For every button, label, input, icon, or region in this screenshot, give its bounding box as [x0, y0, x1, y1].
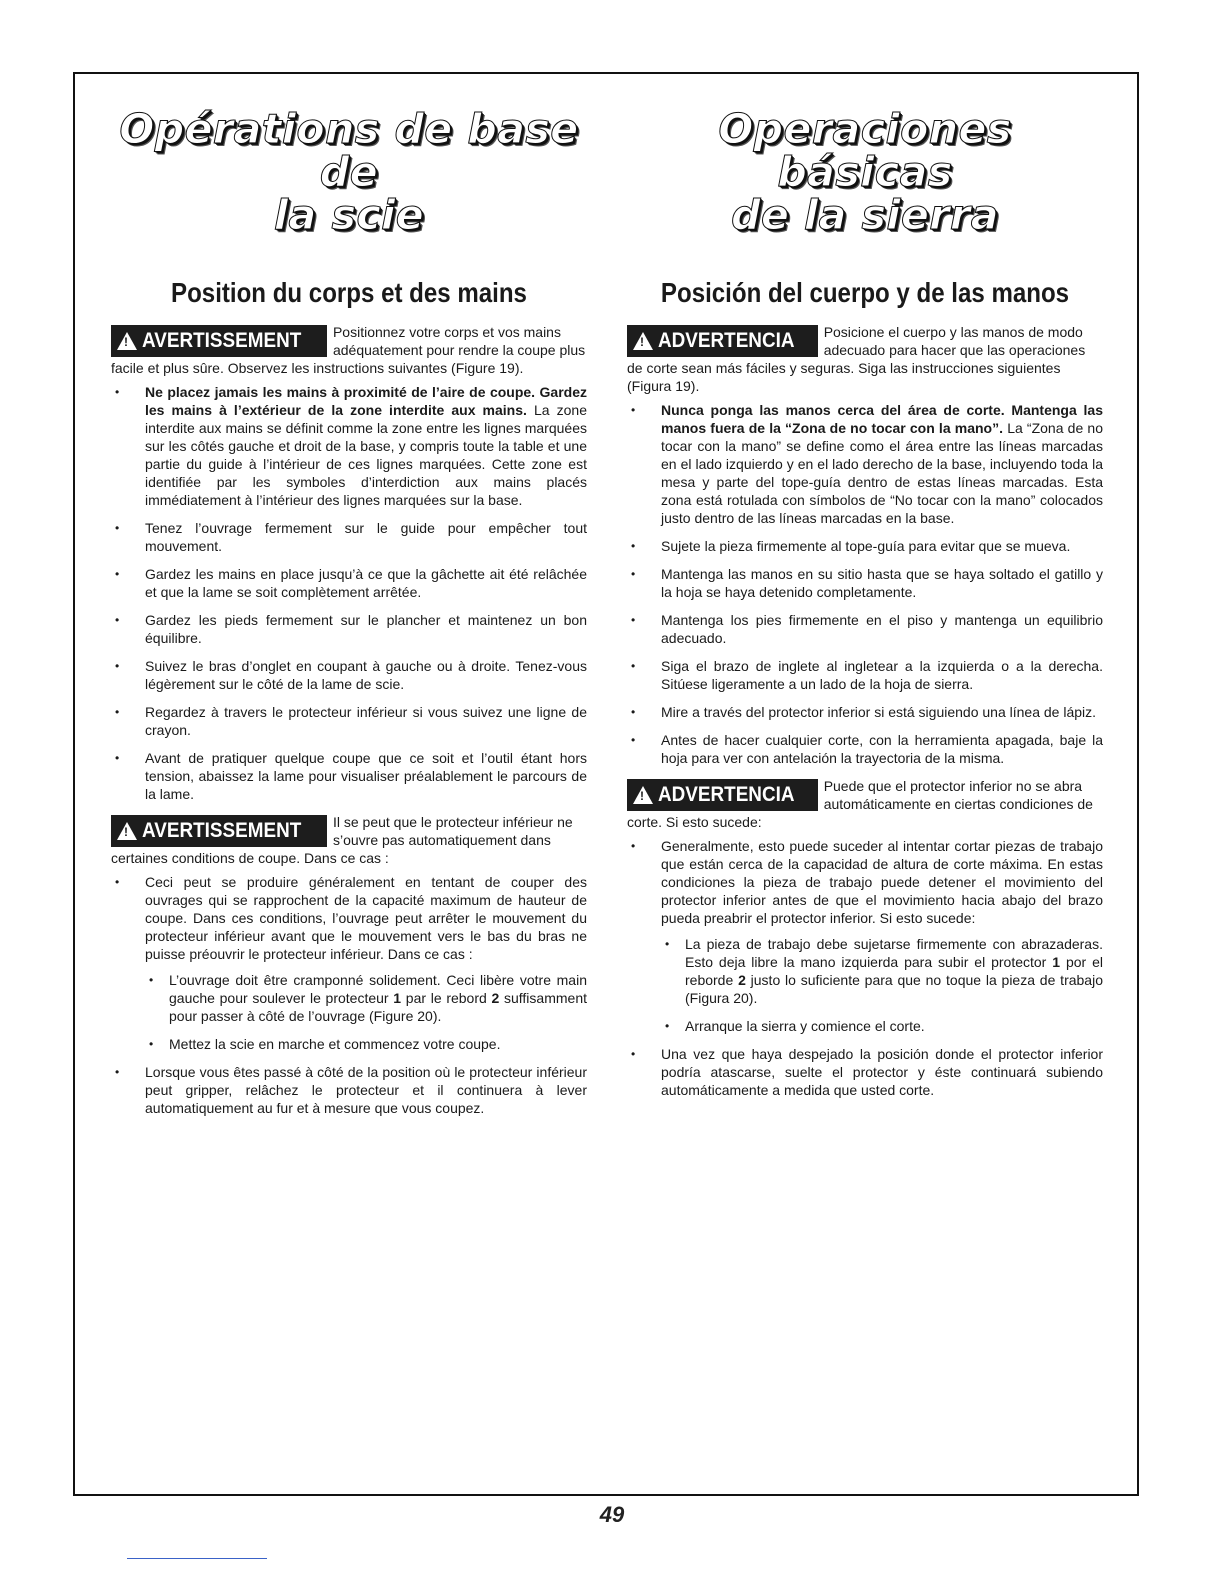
list-item: • Mantenga los pies firmemente en el piso y mantenga un equilibrio adecuado. — [627, 611, 1103, 647]
list-item: • Generalmente, esto puede suceder al intentar cortar piezas de trabajo que están cerca de la capacidad de altura de corte máxima. En estas condiciones la pieza de trabajo puede detener el movimiento del protector inferior antes de que el movimiento hacia abajo del brazo pueda preabrir el protector inferior. Si esto sucede: • La pieza de trabajo debe sujetarse firmemente con abrazaderas. Esto deja libre la mano izquierda para subir el protector 1 por el reborde 2 justo lo suficiente para que no toque la pieza de trabajo (Figura 20). • Arranque la sierra y comience el corte. — [627, 837, 1103, 1035]
list-item: • Gardez les mains en place jusqu’à ce que la gâchette ait été relâchée et que la lame se soit complètement arrêtée. — [111, 565, 587, 601]
list-item: • Mire a través del protector inferior si está siguiendo una línea de lápiz. — [627, 703, 1103, 721]
page-frame — [73, 72, 1139, 1496]
list-item: • Ne placez jamais les mains à proximité de l’aire de coupe. Gardez les mains à l’extérieur de la zone interdite aux mains. La zone interdite aux mains se définit comme la zone entre les lignes marquées sur les côtés gauche et droit de la base, y compris toute la table et une partie du guide à l’intérieur de ces lignes marquées. Cette zone est identifiée par les symboles d’interdiction aux mains placés immédiatement à l’intérieur des lignes marquées sur la base. — [111, 383, 587, 509]
warning-text: Puede que el protector inferior no se abra automáticamente en ciertas condiciones de corte. Si esto sucede: — [627, 778, 1093, 830]
warning-triangle-icon — [633, 786, 653, 804]
sub-list — [661, 935, 1103, 1035]
decorative-rule — [127, 1558, 267, 1559]
sub-list-item: • L’ouvrage doit être cramponné solidement. Ceci libère votre main gauche pour soulever le protecteur 1 par le rebord 2 suffisamment pour passer à côté de l’ouvrage (Figure 20). — [145, 971, 587, 1025]
french-main-title — [111, 105, 587, 239]
list-item: • Mantenga las manos en su sitio hasta que se haya soltado el gatillo y la hoja se haya detenido completamente. — [627, 565, 1103, 601]
list-item: • Tenez l’ouvrage fermement sur le guide pour empêcher tout mouvement. — [111, 519, 587, 555]
list-item: • Nunca ponga las manos cerca del área de corte. Mantenga las manos fuera de la “Zona de no tocar con la mano”. La “Zona de no tocar con la mano” se define como el área entre las líneas marcadas en el lado izquierdo y en el lado derecho de la base, incluyendo toda la mesa y parte del tope-guía dentro de estas líneas marcadas. Esta zona está rotulada con símbolos de “No tocar con la mano” colocados justo dentro de las líneas marcadas en la base. — [627, 401, 1103, 527]
list-item: • Ceci peut se produire généralement en tentant de couper des ouvrages qui se rapprochent de la capacité maximum de hauteur de coupe. Dans ces conditions, l’ouvrage peut arrêter le mouvement du protecteur inférieur avant que le mouvement vers le bas du bras ne puisse préouvrir le protecteur inférieur. Dans ce cas : • L’ouvrage doit être cramponné solidement. Ceci libère votre main gauche pour soulever le protecteur 1 par le rebord 2 suffisamment pour passer à côté de l’ouvrage (Figure 20). • Mettez la scie en marche et commencez votre coupe. — [111, 873, 587, 1053]
list-item: • Lorsque vous êtes passé à côté de la position où le protecteur inférieur peut gripper, relâchez le protecteur et il continuera à lever automatiquement au fur et à mesure que vous coupez. — [111, 1063, 587, 1117]
list-item: • Siga el brazo de inglete al ingletear a la izquierda o a la derecha. Sitúese ligeramente a un lado de la hoja de sierra. — [627, 657, 1103, 693]
spanish-section-title: Posición del cuerpo y de las manos — [660, 277, 1070, 308]
sub-list-item: • Mettez la scie en marche et commencez votre coupe. — [145, 1035, 587, 1053]
warning-text: Posicione el cuerpo y las manos de modo adecuado para hacer que las operaciones de corte sean más fáciles y seguras. Siga las instrucciones siguientes (Figura 19). — [627, 324, 1086, 394]
list-item: • Gardez les pieds fermement sur le plancher et maintenez un bon équilibre. — [111, 611, 587, 647]
list-item: • Regardez à travers le protecteur inférieur si vous suivez une ligne de crayon. — [111, 703, 587, 739]
warning-text: Positionnez votre corps et vos mains adéquatement pour rendre la coupe plus facile et plus sûre. Observez les instructions suivantes (Figure 19). — [111, 324, 586, 376]
spanish-warning-2 — [627, 777, 1103, 831]
warning-triangle-icon — [117, 822, 137, 840]
page-number: 49 — [599, 1502, 625, 1527]
french-warning-2 — [111, 813, 587, 867]
list-item: • Sujete la pieza firmemente al tope-guía para evitar que se mueva. — [627, 537, 1103, 555]
list-item: • Avant de pratiquer quelque coupe que ce soit et l’outil étant hors tension, abaissez la lame pour visualiser préalablement le parcours de la lame. — [111, 749, 587, 803]
list-item: • Antes de hacer cualquier corte, con la herramienta apagada, baje la hoja para ver con antelación la trayectoria de la misma. — [627, 731, 1103, 767]
sub-list-item: • La pieza de trabajo debe sujetarse firmemente con abrazaderas. Esto deja libre la mano izquierda para subir el protector 1 por el reborde 2 justo lo suficiente para que no toque la pieza de trabajo (Figura 20). — [661, 935, 1103, 1007]
spanish-bullet-list — [627, 401, 1103, 767]
french-section-title: Position du corps et des mains — [171, 277, 527, 308]
sub-list-item: • Arranque la sierra y comience el corte. — [661, 1017, 1103, 1035]
french-guard-list — [111, 873, 587, 1117]
spanish-column — [627, 105, 1103, 1109]
spanish-guard-list — [627, 837, 1103, 1099]
warning-badge: ! ADVERTENCIA — [627, 325, 818, 357]
warning-text: Il se peut que le protecteur inférieur ne s’ouvre pas automatiquement dans certaines conditions de coupe. Dans ce cas : — [111, 814, 573, 866]
french-warning-1 — [111, 323, 587, 377]
list-item: • Suivez le bras d’onglet en coupant à gauche ou à droite. Tenez-vous légèrement sur le côté de la lame de scie. — [111, 657, 587, 693]
warning-badge: ! ADVERTENCIA — [627, 779, 818, 811]
sub-list — [145, 971, 587, 1053]
spanish-title-line2: de la sierra — [731, 191, 999, 239]
french-title-line1: Opérations de base de — [119, 105, 579, 196]
spanish-warning-1 — [627, 323, 1103, 395]
spanish-title-line1: Operaciones básicas — [718, 105, 1012, 196]
french-column — [111, 105, 588, 1127]
list-item: • Una vez que haya despejado la posición donde el protector inferior podría atascarse, suelte el protector y éste continuará subiendo automáticamente a medida que usted corte. — [627, 1045, 1103, 1099]
warning-badge: ! AVERTISSEMENT — [111, 815, 327, 847]
french-bullet-list — [111, 383, 587, 803]
french-title-line2: la scie — [273, 191, 425, 239]
warning-badge: ! AVERTISSEMENT — [111, 325, 327, 357]
warning-triangle-icon — [117, 332, 137, 350]
warning-triangle-icon — [633, 332, 653, 350]
spanish-main-title — [627, 105, 1103, 239]
